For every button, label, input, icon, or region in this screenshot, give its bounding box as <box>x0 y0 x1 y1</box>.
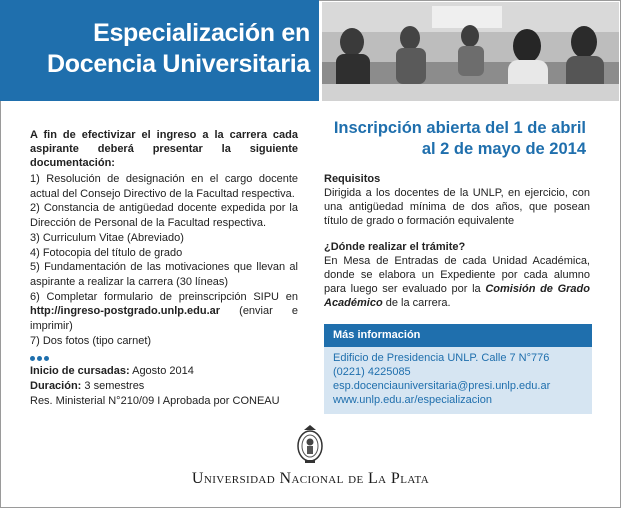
website-link[interactable]: www.unlp.edu.ar/especializacion <box>333 394 492 406</box>
start-value: Agosto 2014 <box>129 365 194 377</box>
course-info <box>30 364 310 409</box>
headline-line-1: Inscripción abierta del 1 de abril <box>333 119 586 137</box>
requirements-list <box>30 172 298 348</box>
university-crest-icon <box>296 424 324 464</box>
classroom-photo-illustration <box>322 2 619 101</box>
dot <box>37 356 42 361</box>
requirement-item: 5) Fundamentación de las motivaciones que llevan al aspirante a realizar la carrera (30 líneas) <box>30 261 298 288</box>
duration-label: Duración: <box>30 380 82 392</box>
where-text <box>324 254 590 310</box>
resolution-text: Res. Ministerial N°210/09 I Aprobada por CONEAU <box>30 395 280 407</box>
start-label: Inicio de cursadas: <box>30 365 130 377</box>
requisitos-text: Dirigida a los docentes de la UNLP, en ejercicio, con una antigüedad mínima de dos años, que posean título de grado o formación equivalente <box>324 187 590 227</box>
more-info-box <box>324 324 592 414</box>
email-link[interactable]: esp.docenciauniversitaria@presi.unlp.edu.ar <box>333 380 551 392</box>
title-line-2: Docencia Universitaria <box>47 50 310 78</box>
address-text: Edificio de Presidencia UNLP. Calle 7 N°776 <box>333 352 550 364</box>
dot <box>30 356 35 361</box>
intro-text: A fin de efectivizar el ingreso a la carrera cada aspirante deberá presentar la siguiente documentación: <box>30 129 298 169</box>
phone-text: (0221) 4225085 <box>333 366 411 378</box>
requirement-item: 4) Fotocopia del título de grado <box>30 246 183 259</box>
requirement-item: 1) Resolución de designación en el cargo docente actual del Consejo Directivo de la Facultad respectiva. <box>30 173 298 200</box>
preregistration-link[interactable]: http://ingreso-postgrado.unlp.edu.ar <box>30 305 221 318</box>
university-name: Universidad Nacional de La Plata <box>191 470 430 487</box>
duration-value: 3 semestres <box>81 380 145 392</box>
requirement-item: 3) Curriculum Vitae (Abreviado) <box>30 231 184 244</box>
classroom-photo <box>322 2 619 101</box>
requirements-details <box>324 172 590 310</box>
dots-decoration <box>30 348 54 354</box>
duration-row <box>30 379 310 394</box>
page-title <box>20 18 310 80</box>
requirement-item: 7) Dos fotos (tipo carnet) <box>30 334 152 347</box>
commission-name: Comisión de Grado Académico <box>324 283 590 309</box>
where-text-part: En Mesa de Entradas de cada Unidad Académica, donde se elabora un Expediente por cada alumno para luego ser evaluado por la <box>324 255 590 295</box>
start-date-row <box>30 364 310 379</box>
header-banner <box>0 0 319 101</box>
requirement-item: 2) Constancia de antigüedad docente expedida por la Dirección de Personal de la Facultad respectiva. <box>30 202 298 230</box>
headline-line-2: al 2 de mayo de 2014 <box>421 140 586 158</box>
title-line-1: Especialización en <box>93 19 310 47</box>
where-text-tail: de la carrera. <box>382 297 451 309</box>
requirement-6-text: 6) Completar formulario de preinscripción SIPU en <box>30 290 298 303</box>
footer <box>0 424 621 508</box>
registration-headline <box>322 118 586 160</box>
where-heading: ¿Dónde realizar el trámite? <box>324 241 466 253</box>
dot <box>44 356 49 361</box>
requirement-item-6 <box>30 290 298 334</box>
requisitos-heading: Requisitos <box>324 173 381 185</box>
more-info-heading: Más información <box>324 324 592 347</box>
requirement-6-tail: (enviar e imprimir) <box>30 305 298 333</box>
more-info-body <box>324 347 592 411</box>
